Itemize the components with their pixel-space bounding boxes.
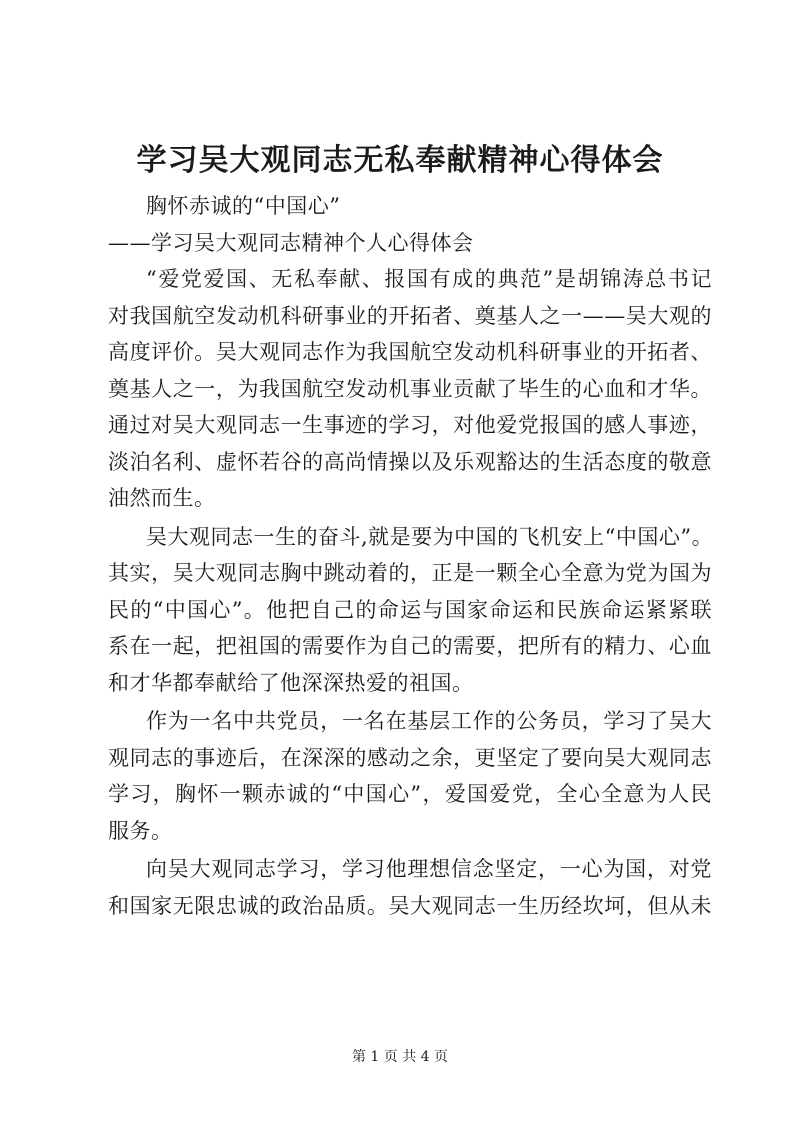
paragraph-line: 和国家无限忠诚的政治品质。吴大观同志一生历经坎坷，但从未 bbox=[108, 893, 712, 918]
paragraph-line: 作为一名中共党员，一名在基层工作的公务员，学习了吴大 bbox=[146, 709, 712, 733]
paragraph-line: 通过对吴大观同志一生事迹的学习，对他爱党报国的感人事迹， bbox=[108, 413, 712, 437]
paragraph-line: 和才华都奉献给了他深深热爱的祖国。 bbox=[108, 670, 474, 695]
subtitle-line: ——学习吴大观同志精神个人心得体会 bbox=[108, 230, 474, 255]
paragraph-line: 观同志的事迹后，在深深的感动之余，更坚定了要向吴大观同志 bbox=[108, 745, 712, 770]
paragraph-line: 学习，胸怀一颗赤诚的“中国心”，爱国爱党，全心全意为人民 bbox=[108, 782, 712, 806]
subtitle-line: 胸怀赤诚的“中国心” bbox=[146, 194, 341, 218]
paragraph-line: “爱党爱国、无私奉献、报国有成的典范”是胡锦涛总书记 bbox=[146, 267, 712, 291]
document-title: 学习吴大观同志无私奉献精神心得体会 bbox=[136, 143, 664, 178]
document-body bbox=[108, 188, 712, 924]
paragraph-line: 其实，吴大观同志胸中跳动着的，正是一颗全心全意为党为国为 bbox=[108, 561, 712, 585]
paragraph-line: 向吴大观同志学习，学习他理想信念坚定，一心为国，对党 bbox=[146, 857, 712, 881]
page-number: 第 1 页 共 4 页 bbox=[351, 1049, 449, 1065]
paragraph-line: 吴大观同志一生的奋斗,就是要为中国的飞机安上“中国心”。 bbox=[146, 524, 714, 549]
paragraph-line: 油然而生。 bbox=[108, 486, 216, 510]
paragraph-line: 淡泊名利、虚怀若谷的高尚情操以及乐观豁达的生活态度的敬意 bbox=[108, 449, 712, 474]
paragraph-line: 奠基人之一，为我国航空发动机事业贡献了毕生的心血和才华。 bbox=[108, 376, 712, 401]
paragraph-line: 对我国航空发动机科研事业的开拓者、奠基人之一——吴大观的 bbox=[108, 303, 712, 328]
paragraph-line: 高度评价。吴大观同志作为我国航空发动机科研事业的开拓者、 bbox=[108, 340, 712, 364]
paragraph-line: 系在一起，把祖国的需要作为自己的需要，把所有的精力、心血 bbox=[108, 634, 712, 658]
paragraph-line: 服务。 bbox=[108, 818, 173, 843]
paragraph-line: 民的“中国心”。他把自己的命运与国家命运和民族命运紧紧联 bbox=[108, 597, 712, 622]
page-footer bbox=[0, 1047, 800, 1067]
